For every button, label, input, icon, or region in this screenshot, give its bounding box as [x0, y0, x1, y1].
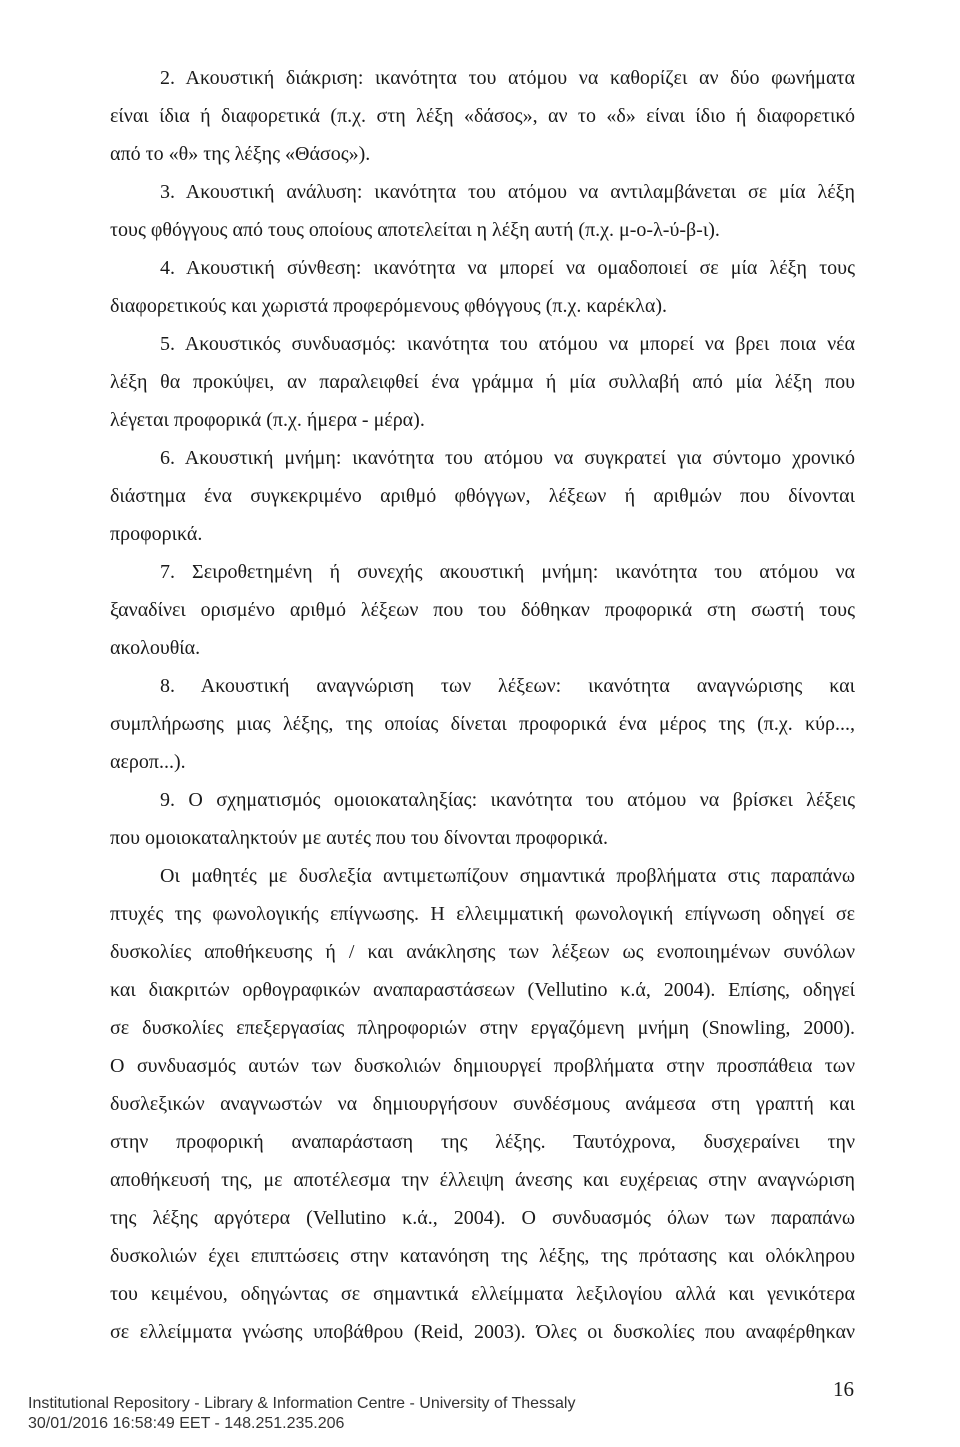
text-line: σε ελλείμματα γνώσης υποβάθρου (Reid, 2003). Όλες οι δυσκολίες που αναφέρθηκαν	[110, 1321, 855, 1343]
text-line: πτυχές της φωνολογικής επίγνωσης. Η ελλειμματική φωνολογική επίγνωση οδηγεί σε	[110, 903, 855, 925]
page-number: 16	[833, 1377, 854, 1401]
text-line: αεροπ...).	[110, 751, 186, 773]
text-line: διάστημα ένα συγκεκριμένο αριθμό φθόγγων, λέξεων ή αριθμών που δίνονται	[110, 485, 855, 507]
text-line: δυσκολιών έχει επιπτώσεις στην κατανόηση της λέξης, της πρότασης και ολόκληρου	[110, 1245, 855, 1267]
text-line: ξαναδίνει ορισμένο αριθμό λέξεων που του δόθηκαν προφορικά στη σωστή τους	[110, 599, 855, 621]
text-line: 9. Ο σχηματισμός ομοιοκαταληξίας: ικανότητα του ατόμου να βρίσκει λέξεις	[160, 789, 855, 811]
text-line: δυσκολίες αποθήκευσης ή / και ανάκλησης των λέξεων ως ενοποιημένων συνόλων	[110, 941, 855, 963]
timestamp-footer: 30/01/2016 16:58:49 EET - 148.251.235.206	[28, 1415, 345, 1432]
text-line: προφορικά.	[110, 523, 203, 545]
text-line: λέγεται προφορικά (π.χ. ήμερα - μέρα).	[110, 409, 425, 431]
text-line: από το «θ» της λέξης «Θάσος»).	[110, 143, 371, 165]
text-line: αποθήκευσή της, με αποτέλεσμα την έλλειψη άνεσης και ευχέρειας στην αναγνώριση	[110, 1169, 855, 1191]
text-line: δυσλεξικών αναγνωστών να δημιουργήσουν συνδέσμους ανάμεσα στη γραπτή και	[110, 1093, 855, 1115]
text-line: λέξη θα προκύψει, αν παραλειφθεί ένα γράμμα ή μία συλλαβή από μία λέξη που	[110, 371, 855, 393]
text-line: 5. Ακουστικός συνδυασμός: ικανότητα του ατόμου να μπορεί να βρει ποια νέα	[160, 333, 855, 355]
text-line: ακολουθία.	[110, 637, 201, 659]
text-line: του κειμένου, οδηγώντας σε σημαντικά ελλείμματα λεξιλογίου αλλά και γενικότερα	[110, 1283, 855, 1305]
text-line: 6. Ακουστική μνήμη: ικανότητα του ατόμου να συγκρατεί για σύντομο χρονικό	[160, 447, 855, 469]
text-line: τους φθόγγους από τους οποίους αποτελείται η λέξη αυτή (π.χ. μ-ο-λ-ύ-β-ι).	[110, 219, 720, 241]
text-line: της λέξης αργότερα (Vellutino κ.ά., 2004). Ο συνδυασμός όλων των παραπάνω	[110, 1207, 855, 1229]
text-line: που ομοιοκαταληκτούν με αυτές που του δίνονται προφορικά.	[110, 827, 608, 849]
text-line: 3. Ακουστική ανάλυση: ικανότητα του ατόμου να αντιλαμβάνεται σε μία λέξη	[160, 181, 855, 203]
text-line: Οι μαθητές με δυσλεξία αντιμετωπίζουν σημαντικά προβλήματα στις παραπάνω	[160, 865, 855, 887]
text-line: 8. Ακουστική αναγνώριση των λέξεων: ικανότητα αναγνώρισης και	[160, 675, 855, 697]
text-line: 4. Ακουστική σύνθεση: ικανότητα να μπορεί να ομαδοποιεί σε μία λέξη τους	[160, 257, 855, 279]
text-line: σε δυσκολίες επεξεργασίας πληροφοριών στην εργαζόμενη μνήμη (Snowling, 2000).	[110, 1017, 855, 1039]
text-line: είναι ίδια ή διαφορετικά (π.χ. στη λέξη «δάσος», αν το «δ» είναι ίδιο ή διαφορετικό	[110, 105, 855, 127]
text-line: διαφορετικούς και χωριστά προφερόμενους φθόγγους (π.χ. καρέκλα).	[110, 295, 668, 317]
text-line: 7. Σειροθετημένη ή συνεχής ακουστική μνήμη: ικανότητα του ατόμου να	[160, 561, 855, 583]
text-line: Ο συνδυασμός αυτών των δυσκολιών δημιουργεί προβλήματα στην προσπάθεια των	[110, 1055, 855, 1077]
text-line: συμπλήρωσης μιας λέξης, της οποίας δίνεται προφορικά ένα μέρος της (π.χ. κύρ...,	[110, 713, 855, 735]
text-line: στην προφορική αναπαράσταση της λέξης. Ταυτόχρονα, δυσχεραίνει την	[110, 1131, 855, 1153]
text-line: 2. Ακουστική διάκριση: ικανότητα του ατόμου να καθορίζει αν δύο φωνήματα	[160, 67, 855, 89]
repository-footer: Institutional Repository - Library & Information Centre - University of Thessaly	[28, 1395, 576, 1412]
text-line: και διακριτών ορθογραφικών αναπαραστάσεων (Vellutino κ.ά, 2004). Επίσης, οδηγεί	[110, 979, 855, 1001]
